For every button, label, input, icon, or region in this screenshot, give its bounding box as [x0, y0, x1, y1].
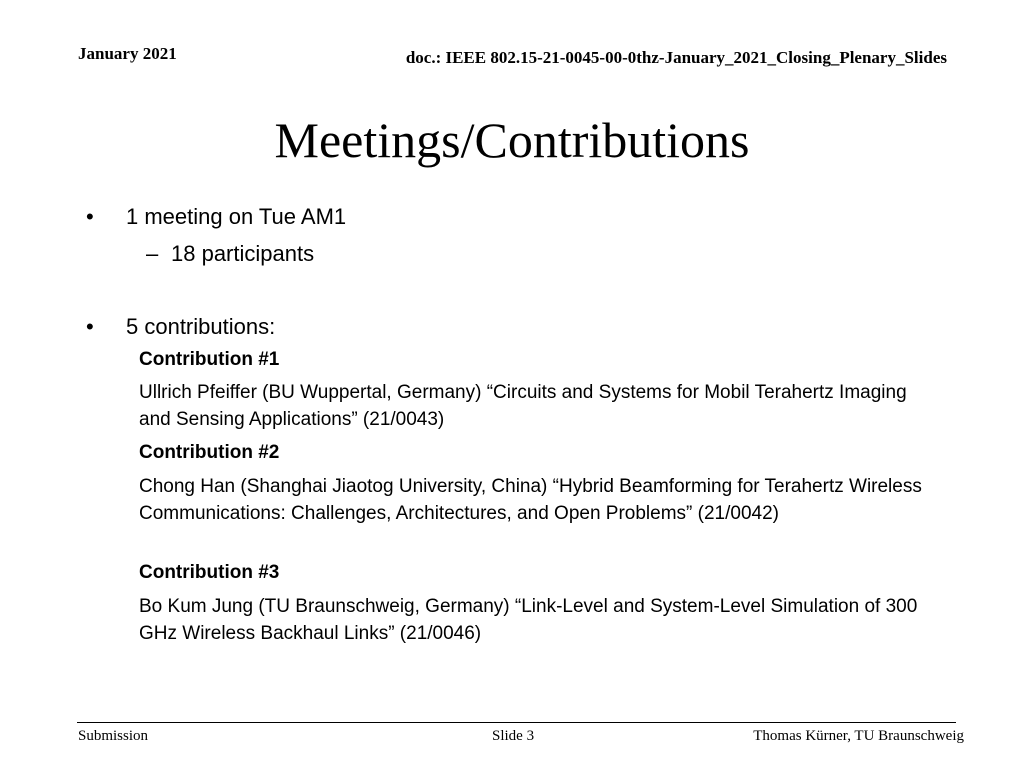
- slide-header-doc-id: doc.: IEEE 802.15-21-0045-00-0thz-January_2021_Closing_Plenary_Slides: [405, 48, 947, 67]
- slide-title: Meetings/Contributions: [274, 112, 750, 168]
- sub-bullet-marker: –: [146, 241, 159, 266]
- contribution-text: Chong Han (Shanghai Jiaotog University, China) “Hybrid Beamforming for Terahertz Wireless Communications: Challenges, Architectures, and Open Problems” (21/0042): [139, 476, 922, 524]
- contribution-label: Contribution #3: [139, 562, 280, 583]
- contribution-label: Contribution #2: [139, 442, 280, 463]
- sub-bullet-text: 18 participants: [171, 241, 315, 266]
- footer-author: Thomas Kürner, TU Braunschweig: [753, 728, 964, 744]
- contribution-text: Ullrich Pfeiffer (BU Wuppertal, Germany) “Circuits and Systems for Mobil Terahertz Imaging and Sensing Applications” (21/0043): [139, 382, 907, 430]
- footer-divider: [77, 722, 956, 723]
- bullet-marker: •: [86, 204, 94, 229]
- footer-slide-number: Slide 3: [492, 728, 535, 744]
- contribution-label: Contribution #1: [139, 349, 280, 370]
- footer-submission: Submission: [78, 728, 149, 744]
- bullet-text: 5 contributions:: [126, 314, 276, 339]
- bullet-marker: •: [86, 314, 94, 339]
- slide-header-date: January 2021: [78, 44, 177, 63]
- bullet-text: 1 meeting on Tue AM1: [126, 204, 347, 229]
- contribution-text: Bo Kum Jung (TU Braunschweig, Germany) “Link-Level and System-Level Simulation of 300 GHz Wireless Backhaul Links” (21/0046): [139, 596, 918, 644]
